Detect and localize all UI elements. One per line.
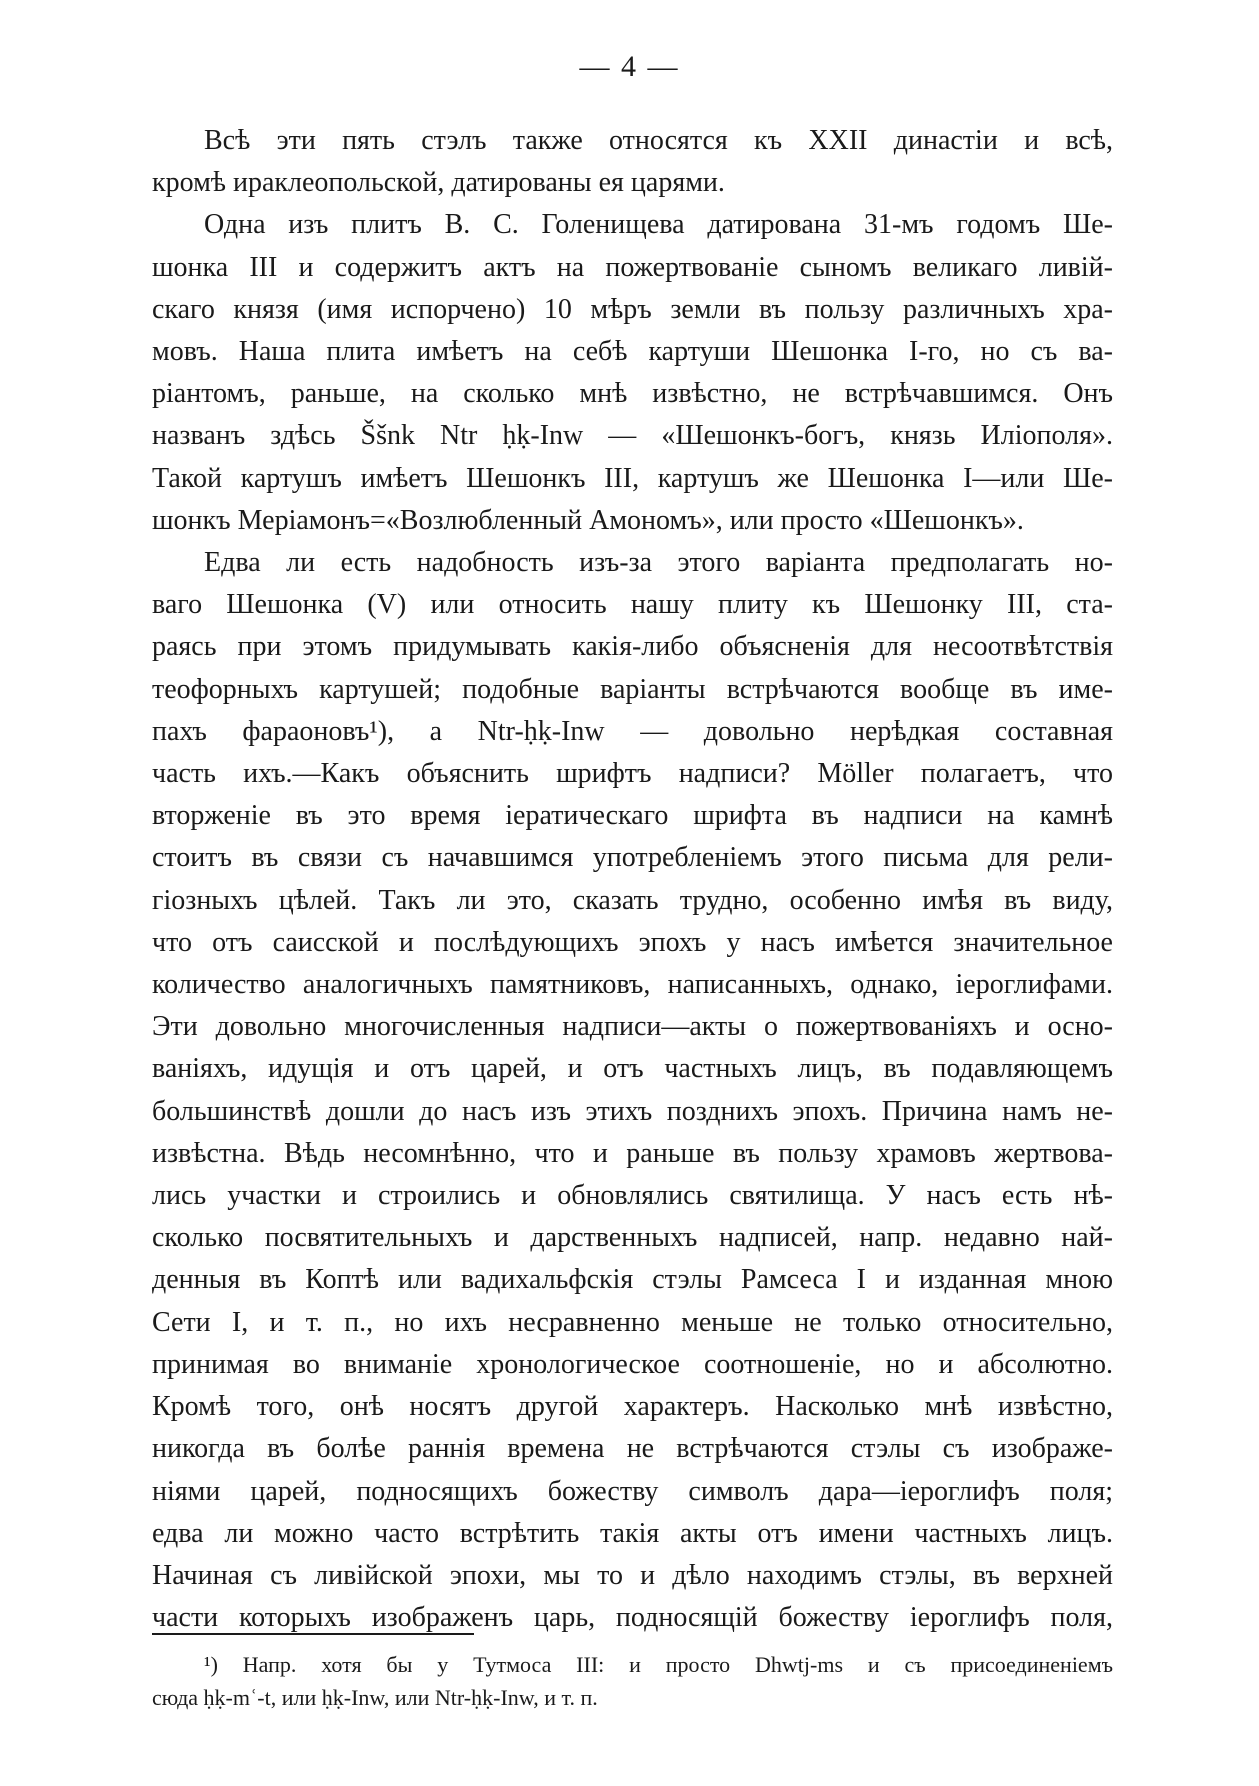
text-line: едва ли можно часто встрѣтить такія акты отъ имени частныхъ лицъ. — [152, 1517, 1113, 1549]
text-line: стоитъ въ связи съ начавшимся употребленіемъ этого письма для рели- — [152, 842, 1113, 874]
text-line: Эти довольно многочисленныя надписи—акты о пожертвованіяхъ и осно- — [152, 1011, 1113, 1043]
text-line: ваго Шешонка (V) или относить нашу плиту къ Шешонку III, ста- — [152, 589, 1113, 621]
paragraph-1 — [152, 120, 1113, 204]
text-line: гіозныхъ цѣлей. Такъ ли это, сказать трудно, особенно имѣя въ виду, — [152, 884, 1113, 916]
text-line: мовъ. Наша плита имѣетъ на себѣ картуши Шешонка I-го, но съ ва- — [152, 336, 1113, 368]
text-line: названъ здѣсь Ššnk Ntr ḥḳ-Inw — «Шешонкъ-богъ, князь Иліополя». — [152, 420, 1113, 452]
footnote-line: сюда ḥḳ-mʿ-t, или ḥḳ-Inw, или Ntr-ḥḳ-Inw, и т. п. — [152, 1685, 598, 1710]
body-text — [152, 120, 1113, 1639]
text-line: сколько посвятительныхъ и дарственныхъ надписей, напр. недавно най- — [152, 1222, 1113, 1254]
footnote-divider — [152, 1633, 474, 1635]
text-line: Такой картушъ имѣетъ Шешонкъ III, картушъ же Шешонка I—или Ше- — [152, 462, 1113, 494]
footnote — [152, 1648, 1113, 1714]
text-line: Едва ли есть надобность изъ-за этого варіанта предполагать но- — [204, 547, 1113, 579]
paragraph-3 — [152, 542, 1113, 1639]
text-line: раясь при этомъ придумывать какія-либо объясненія для несоотвѣтствія — [152, 631, 1113, 663]
text-line: кромѣ ираклеопольской, датированы ея царями. — [152, 167, 725, 199]
text-line: части которыхъ изображенъ царь, подносящій божеству іероглифъ поля, — [152, 1602, 1113, 1634]
text-line: никогда въ болѣе раннія времена не встрѣчаются стэлы съ изображе- — [152, 1433, 1113, 1465]
text-line: теофорныхъ картушей; подобные варіанты встрѣчаются вообще въ име- — [152, 673, 1113, 705]
text-line: часть ихъ.—Какъ объяснить шрифтъ надписи? Möller полагаетъ, что — [152, 758, 1113, 790]
text-line: вторженіе въ это время іератическаго шрифта въ надписи на камнѣ — [152, 800, 1113, 832]
text-line: что отъ саисской и послѣдующихъ эпохъ у насъ имѣется значительное — [152, 926, 1113, 958]
footnote-line: ¹) Напр. хотя бы у Тутмоса III: и просто Dhwtj-ms и съ присоединеніемъ — [204, 1652, 1113, 1677]
paragraph-2 — [152, 204, 1113, 542]
text-line: скаго князя (имя испорчено) 10 мѣръ земли въ пользу различныхъ хра- — [152, 293, 1113, 325]
text-line: Одна изъ плитъ В. С. Голенищева датирована 31-мъ годомъ Ше- — [204, 209, 1113, 241]
text-line: количество аналогичныхъ памятниковъ, написанныхъ, однако, іероглифами. — [152, 969, 1113, 1001]
text-line: Начиная съ ливійской эпохи, мы то и дѣло находимъ стэлы, въ верхней — [152, 1559, 1113, 1591]
text-line: извѣстна. Вѣдь несомнѣнно, что и раньше въ пользу храмовъ жертвова- — [152, 1137, 1113, 1169]
text-line: шонкъ Меріамонъ=«Возлюбленный Амономъ», или просто «Шешонкъ». — [152, 504, 1024, 536]
text-line: пахъ фараоновъ¹), а Ntr-ḥḳ-Inw — довольно нерѣдкая составная — [152, 715, 1113, 747]
text-line: ваніяхъ, идущія и отъ царей, и отъ частныхъ лицъ, въ подавляющемъ — [152, 1053, 1113, 1085]
text-line: принимая во вниманіе хронологическое соотношеніе, но и абсолютно. — [152, 1348, 1113, 1380]
text-line: ніями царей, подносящихъ божеству символъ дара—іероглифъ поля; — [152, 1475, 1113, 1507]
text-line: Кромѣ того, онѣ носятъ другой характеръ. Насколько мнѣ извѣстно, — [152, 1391, 1113, 1423]
text-line: лись участки и строились и обновлялись святилища. У насъ есть нѣ- — [152, 1180, 1113, 1212]
text-line: Всѣ эти пять стэлъ также относятся къ XXII династіи и всѣ, — [204, 125, 1113, 156]
text-line: шонка III и содержитъ актъ на пожертвованіе сыномъ великаго ливій- — [152, 251, 1113, 283]
page-number: — 4 — — [579, 50, 680, 83]
text-line: денныя въ Коптѣ или вадихальфскія стэлы Рамсеса I и изданная мною — [152, 1264, 1113, 1296]
text-line: ріантомъ, раньше, на сколько мнѣ извѣстно, не встрѣчавшимся. Онъ — [152, 378, 1113, 410]
text-line: большинствѣ дошли до насъ изъ этихъ позднихъ эпохъ. Причина намъ не- — [152, 1095, 1113, 1127]
text-line: Сети I, и т. п., но ихъ несравненно меньше не только относительно, — [152, 1306, 1113, 1338]
